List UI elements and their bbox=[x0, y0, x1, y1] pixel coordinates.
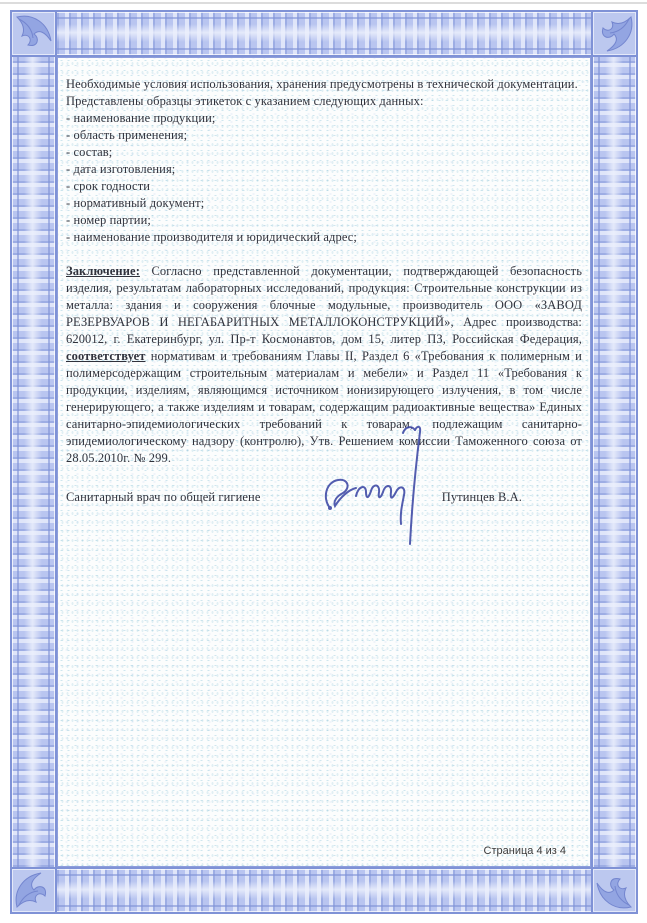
document-body bbox=[57, 57, 591, 867]
corner-flourish-icon bbox=[10, 10, 57, 57]
conclusion-text-1: Согласно представленной документации, подтверждающей безопасность изделия, результатам лабораторных исследований, продукция: Строительные конструкции из металла: здания и сооружения блочные модульные, производитель ООО «ЗАВОД РЕЗЕРВУАРОВ И НЕГАБАРИТНЫХ МЕТАЛЛОКОНСТРУКЦИЙ», Адрес производства: 620012, г. Екатеринбург, ул. Пр-т Космонавтов, дом 15, литер ПЗ, Российская Федерация, bbox=[66, 264, 582, 346]
labels-intro-line: Представлены образцы этикеток с указанием следующих данных: bbox=[66, 94, 424, 108]
label-data-list bbox=[66, 110, 582, 246]
list-item: - наименование продукции; bbox=[66, 111, 216, 125]
document-text bbox=[58, 58, 590, 506]
scan-edge-line bbox=[0, 2, 647, 4]
list-item: - номер партии; bbox=[66, 213, 151, 227]
border-edge-top bbox=[57, 10, 591, 57]
signatory-name: Путинцев В.А. bbox=[441, 490, 522, 504]
corner-flourish-icon bbox=[591, 867, 638, 914]
border-edge-left bbox=[10, 57, 57, 867]
signoff-row bbox=[66, 489, 582, 506]
list-item: - состав; bbox=[66, 145, 113, 159]
list-item: - область применения; bbox=[66, 128, 188, 142]
corner-flourish-icon bbox=[591, 10, 638, 57]
border-edge-right bbox=[591, 57, 638, 867]
conclusion-text-2: нормативам и требованиям Главы II, Раздел 6 «Требования к полимерным и полимерсодержащим строительным материалам и мебели» и Раздел 11 «Требования к продукции, изделиям, являющимся источником ионизирующего излучения, в том числе генерирующего, а также изделиям и товарам, содержащим радиоактивные вещества» Единых санитарно-эпидемиологических требований к товарам, подлежащим санитарно-эпидемиологическому надзору (контролю), Утв. Решением комиссии Таможенного союза от 28.05.2010г. № 299. bbox=[66, 349, 582, 465]
list-item: - наименование производителя и юридический адрес; bbox=[66, 230, 357, 244]
signatory-role: Санитарный врач по общей гигиене bbox=[66, 490, 261, 504]
list-item: - дата изготовления; bbox=[66, 162, 176, 176]
list-item: - срок годности bbox=[66, 179, 151, 193]
conclusion-emphasis: соответствует bbox=[66, 349, 146, 363]
border-edge-bottom bbox=[57, 867, 591, 914]
conclusion-paragraph bbox=[66, 263, 582, 467]
intro-paragraph: Необходимые условия использования, хранения предусмотрены в технической документации. bbox=[66, 77, 578, 91]
page-indicator: Страница 4 из 4 bbox=[483, 845, 566, 857]
list-item: - нормативный документ; bbox=[66, 196, 205, 210]
corner-flourish-icon bbox=[10, 867, 57, 914]
conclusion-label: Заключение: bbox=[66, 264, 140, 278]
